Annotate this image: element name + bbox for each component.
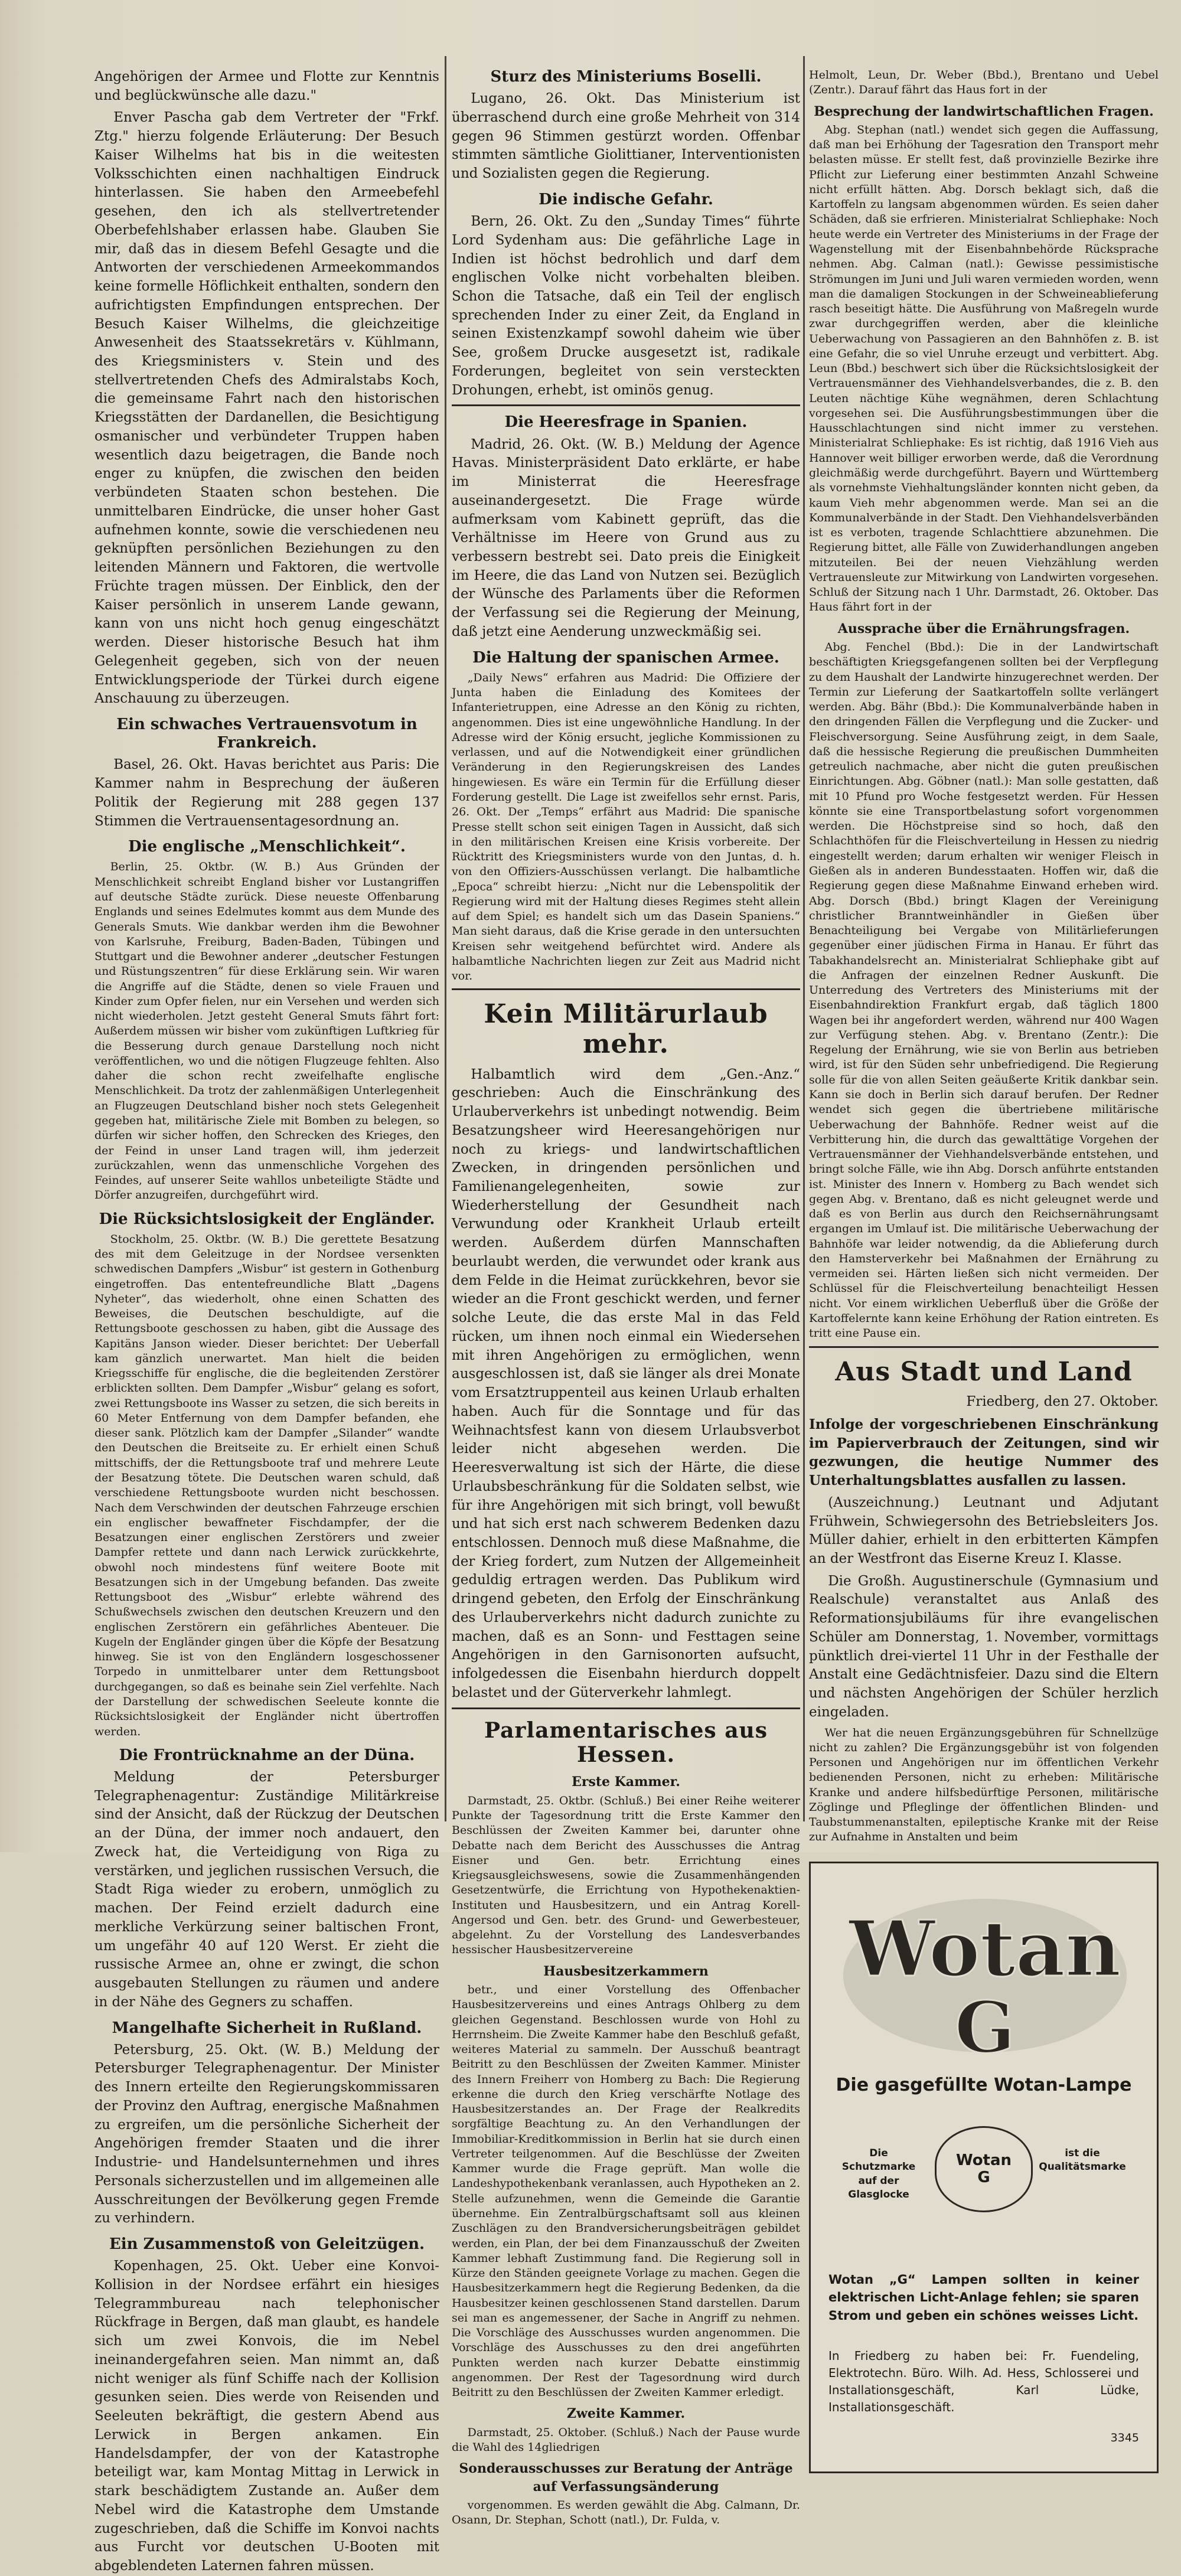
article-top: Helmolt, Leun, Dr. Weber (Bbd.), Brentano und Uebel (Zentr.). Darauf fährt das Haus fort in der: [809, 68, 1159, 97]
subhead-erste-kammer: Erste Kammer.: [572, 1774, 680, 1790]
headline-boselli: Sturz des Ministeriums Boselli.: [490, 68, 762, 86]
column-3: [809, 68, 1159, 2444]
trademark-wotan: Wotan: [955, 2151, 1012, 2170]
article-landwirtschaft: Abg. Stephan (natl.) wendet sich gegen die Auffassung, daß man bei Erhöhung der Tagesration den Transport mehr belasten müsse. Er stellt fest, daß provinzielle Bezirke ihre Pflicht zur Lieferung einer bestimmten Anzahl Schweine nicht erfüllt hätten. Abg. Dorsch beklagt sich, daß die Kartoffeln zu langsam abgenommen würden. Es seien daher Schäden, daß sie erfrieren. Ministerialrat Schliephake: Noch heute werde ein Vertreter des Ministeriums in der Frage der Wagenstellung mit der Eisenbahnbehörde Rücksprache nehmen. Abg. Calman (natl.): Gewisse pessimistische Strömungen im Juni und Juli waren vermieden worden, wenn man die damaligen Stockungen in der Schweineablieferung rasch beseitigt hätte. Die Ausführung von Maßregeln wurde zwar durchgegriffen werden, aber die kleinliche Ueberwachung von Passagieren an den Bahnhöfen z. B. ist eine Gefahr, die so viel Unruhe erzeugt und verbittert. Abg. Leun (Bbd.) beschwert sich über die Rücksichtslosigkeit der Vertrauensmänner des Viehhandelsverbandes, die z. B. den Leuten nächtige Kühe wegnähmen, deren Schlachtung vorgesehen sei. Die Ausführungsbestimmungen über die Hausschlachtungen sind nicht immer zu verstehen. Ministerialrat Schliephake: Es ist richtig, daß 1916 Vieh aus Hannover weit billiger erworben werde, daß die Verordnung gleichmäßig werde durchgeführt. Bayern und Württemberg als vornehmste Viehhaltungsländer konnten nicht geben, da kaum Vieh mehr abgenommen werde. Man sei an die Kommunalverbände in der Stadt. Den Viehhandelsverbänden ist es verboten, tragende Schlachttiere abzunehmen. Die Regierung bittet, alle Fälle von Zuwiderhandlungen angeben mitzuteilen. Bei der neuen Viehzählung werden Vertrauensleute zur Mitwirkung von Landwirten vorgesehen. Schluß der Sitzung nach 1 Uhr. Darmstadt, 26. Oktober. Das Haus fährt fort in der: [809, 123, 1159, 614]
headline-stadt-und-land: Aus Stadt und Land: [835, 1356, 1133, 1387]
subhead-hausbesitzerkammern: Hausbesitzerkammern: [543, 1963, 709, 1979]
headline-geleitzuege: Ein Zusammenstoß von Geleitzügen.: [109, 2235, 425, 2254]
article-zweite-kammer: Darmstadt, 25. Oktober. (Schluß.) Nach der Pause wurde die Wahl des 14gliedrigen: [452, 2425, 800, 2454]
headline-russland: Mangelhafte Sicherheit in Rußland.: [112, 2019, 422, 2037]
article-militaerurlaub: Halbamtlich wird dem „Gen.-Anz.“ geschrieben: Auch die Einschränkung des Urlauberverkehrs ist unbedingt notwendig. Beim Besatzungsheer wird Heeresangehörigen nur noch zu kriegs- und landwirtschaftlichen Zwecken, in dringenden persönlichen und Familienangelegenheiten, sowie zur Wiederherstellung der Gesundheit nach Verwundung oder Krankheit Urlaub erteilt werden. Außerdem dürfen Mannschaften beurlaubt werden, die verwundet oder krank aus dem Felde in die Heimat zurückkehren, bevor sie wieder an die Front geschickt werden, und ferner solche Leute, die das erste Mal in das Feld rücken, um ihnen noch einmal ein Wiedersehen mit ihren Angehörigen zu ermöglichen, wenn ausgeschlossen ist, daß sie länger als drei Monate vom Ersatztruppenteil aus keinen Urlaub erhalten haben. Auch für die Sonntage und für das Weihnachtsfest kann von diesem Urlaubsverbot leider nicht abgesehen werden. Die Heeresverwaltung ist sich der Härte, die diese Urlaubsbeschränkung für die Soldaten selbst, wie für ihre Angehörigen mit sich bringt, voll bewußt und hat sich erst nach schwerem Bedenken dazu entschlossen. Dennoch muß diese Maßnahme, die der Krieg fordert, zum Nutzen der Allgemeinheit geduldig ertragen werden. Das Publikum wird dringend gebeten, den Erfolg der Einschränkung des Urlauberverkehrs nicht dadurch zunichte zu machen, daß es an Sonn- und Festtagen seine Angehörigen in den Garnisonorten aufsucht, infolgedessen die Eisenbahn hierdurch doppelt belastet und der Güterverkehr lahmlegt.: [452, 1066, 800, 1700]
article-intro: Angehörigen der Armee und Flotte zur Kenntnis und beglückwünsche alle dazu.": [94, 69, 439, 103]
dateline-friedberg: Friedberg, den 27. Oktober.: [966, 1394, 1159, 1410]
trademark-right-text: ist die Qualitätsmarke: [1039, 2147, 1126, 2173]
article-ernaehrung: Abg. Fenchel (Bbd.): Die in der Landwirtschaft beschäftigten Kriegsgefangenen sollten bei der Verpflegung zu dem Haushalt der Landwirte hinzugerechnet werden. Der Termin zur Lieferung der Saatkartoffeln sollte verlängert werden. Abg. Bähr (Bbd.): Die Kommunalverbände haben in den dringenden Fällen die Verpflegung und die Zucker- und Fleischversorgung. Seine Ausführung zeigt, in dem Saale, daß die hessische Regierung die preußischen Dummheiten getreulich nachmache, aber nicht die guten preußischen Einrichtungen. Abg. Göbner (natl.): Man solle gestatten, daß mit 10 Pfund pro Woche festgesetzt werden. Für Hessen könnte sie eine Transportbelastung sofort vorgenommen werden. Die Höchstpreise sind so hoch, daß den Schlachthöfen für die Fleischverteilung in Hessen zu niedrig eingestellt werden; darum erhalten wir weniger Fleisch in Gießen als in anderen Bundesstaaten. Hoffen wir, daß die Regierung gegen diese Maßnahme Einwand erheben wird. Abg. Dorsch (Bbd.) bringt Klagen der Vereinigung christlicher Branntweinhändler in Gießen über Benachteiligung bei Vergabe von Militärlieferungen gegenüber einer jüdischen Firma in Hanau. Er führt das Tabakhandelsrecht an. Ministerialrat Schliephake gibt auf die Anfragen der einzelnen Redner Auskunft. Die Unterredung des Vertreters des Ministeriums mit der Eisenbahndirektion Frankfurt ergab, daß täglich 1800 Wagen bei ihr angefordert werden, während nur 400 Wagen zur Verfügung stehen. Abg. v. Brentano (Zentr.): Die Regelung der Ernährung, wie sie von Berlin aus betrieben wird, ist für den Süden sehr unbefriedigend. Die Regierung solle für die von allen Seiten geäußerte Kritik dankbar sein. Kann sie doch in Berlin sich darauf berufen. Der Redner wendet sich gegen die übertriebene militärische Ueberwachung der Bahnhöfe. Redner weist auf die Verbitterung hin, die durch das gewalttätige Vorgehen der Vertrauensmänner der Viehhandelsverbände entstehen, und bringt solche Fälle, wie ihn Abg. Dorsch anführte entstanden ist. Minister des Innern v. Homberg zu Bach wendet sich gegen Abg. v. Brentano, daß es nicht geleugnet werde und daß es von Berlin aus durch den Reichsernährungsamt ergangen im Umlauf ist. Die militärische Ueberwachung der Bahnhöfe war leider notwendig, da die Ablieferung durch den Hamsterverkehr bei Maßnahmen der Ernährung zu vermeiden sei. Härten ließen sich nicht vermeiden. Der Schlüssel für die Fleischverteilung benachteiligt Hessen nicht. Vor einem wirklichen Ueberfluß über die Größe der Kartoffelernte kann keine Erhöhung der Ration eintreten. Es tritt eine Pause ein.: [809, 641, 1159, 1340]
headline-ruecksichtslosigkeit: Die Rücksichtslosigkeit der Engländer.: [99, 1210, 435, 1228]
divider: [452, 404, 800, 406]
divider: [452, 988, 800, 990]
article-spanien: Madrid, 26. Okt. (W. B.) Meldung der Agence Havas. Ministerpräsident Dato erklärte, er habe im Ministerrat die Heeresfrage auseinandergesetzt. Die Frage würde aufmerksam vom Kabinett geprüft, das die Verhältnisse im Heere von Grund aus zu verbessern bestrebt sei. Dato preis die Einigkeit im Heere, die das Land von Nutzen sei. Bezüglich der Wünsche des Parlaments über die Reformen der Verfassung sei die Regierung der Meinung, daß jetzt eine Aenderung unzweckmäßig sei.: [452, 436, 800, 639]
article-duena: Meldung der Petersburger Telegraphenagentur: Zuständige Militärkreise sind der Ansicht, daß der Rückzug der Deutschen an der Düna, der immer noch andauert, den Zweck hat, die Verteidigung von Riga zu verstärken, und jeglichen russischen Versuch, die Stadt Riga wieder zu erobern, unmöglich zu machen. Der Feind erzielt dadurch eine merkliche Verkürzung seiner baltischen Front, um ungefähr 40 auf 120 Werst. Er zieht die russische Armee an, ohne er zwingt, die schon ausgebauten Stellungen zu räumen und andere in der Nähe des Gegners zu schaffen.: [94, 1769, 439, 2010]
article-geleitzuege: Kopenhagen, 25. Okt. Ueber eine Konvoi-Kollision in der Nordsee erfährt ein hiesiges Telegrammbureau nach telephonischer Rückfrage in Bergen, daß man glaubt, es handele sich um zwei Konvois, die im Nebel ineinandergefahren seien. Man nimmt an, daß nicht weniger als fünf Schiffe nach der Kollision gesunken seien. Dies werde von Reisenden und Seeleuten bekräftigt, die gestern Abend aus Lerwick in Bergen ankamen. Ein Handelsdampfer, der von der Katastrophe beteiligt war, kam Montag Mittag in Lerwick in stark beschädigtem Zustande an. Außer dem Nebel wird die Katastrophe dem Umstande zugeschrieben, daß die Schiffe im Konvoi nachts aus Furcht vor deutschen U-Booten mit abgeblendeten Laternen fahren müssen.: [94, 2258, 439, 2574]
headline-armee: Die Haltung der spanischen Armee.: [472, 648, 779, 667]
divider: [809, 1346, 1159, 1348]
ad-number: 3345: [1110, 2431, 1139, 2444]
column-rule-1: [445, 56, 446, 1821]
trademark-g: G: [977, 2168, 990, 2186]
logo-g-text: G: [954, 1986, 1016, 2069]
headline-spanien: Die Heeresfrage in Spanien.: [504, 413, 748, 432]
headline-hessen: Parlamentarisches aus Hessen.: [484, 1718, 768, 1767]
article-russland: Petersburg, 25. Okt. (W. B.) Meldung der Petersburger Telegraphenagentur. Der Minister des Innern erteilte den Regierungskommissaren der Provinz den Auftrag, energische Maßnahmen zu ergreifen, um die persönliche Sicherheit der Angehörigen fremder Staaten und die ihrer Industrie- und Handelsunternehmen und ihres Personals sicherzustellen und im allgemeinen alle Ausschreitungen der Bevölkerung gegen Fremde zu verhindern.: [94, 2042, 439, 2226]
article-sonderausschuss: vorgenommen. Es werden gewählt die Abg. Calmann, Dr. Osann, Dr. Stephan, Schott (natl.), Dr. Fulda, v.: [452, 2499, 800, 2527]
headline-militaerurlaub: Kein Militärurlaub mehr.: [484, 999, 768, 1060]
article-augustinerschule: Die Großh. Augustinerschule (Gymnasium und Realschule) veranstaltet aus Anlaß des Reformationsjubiläums für ihre evangelischen Schüler am Donnerstag, 1. November, vormittags pünktlich drei-viertel 11 Uhr in der Festhalle der Anstalt eine Gedächtnisfeier. Dazu sind die Eltern und nächsten Angehörigen der Schüler herzlich eingeladen.: [809, 1573, 1159, 1720]
logo-wotan-text: Wotan: [849, 1903, 1121, 1994]
trademark-left-text: Die Schutzmarke auf der Glasglocke: [841, 2147, 916, 2201]
wotan-lamp-logo: [834, 1887, 1136, 2069]
article-hausbesitzerkammern: betr., und einer Vorstellung des Offenbacher Hausbesitzervereins und eines Antrags Ohlberg zu dem gleichen Gegenstand. Beschlossen wurde von Hohl zu Herrnsheim. Die Zweite Kammer habe den Beschluß gefaßt, weiteres Material zu sammeln. Der Ausschuß beantragt Beitritt zu den Beschlüssen der Zweiten Kammer. Minister des Innern Freiherr von Homberg zu Bach: Die Regierung erkenne die durch den Krieg verschärfte Notlage des Hausbesitzerstandes an. Der Frage der Realkredits sorgfältige Beachtung zu. An den Verhandlungen der Immobiliar-Kreditkommission in Berlin hat sie durch einen Vertreter teilgenommen. Auf die Beschlüsse der Zweiten Kammer wurde die Frage geprüft. Man wolle die Landeshypothekenbank veranlassen, auch Hypotheken an 2. Stelle aufzunehmen, wenn die Gemeinde die Garantie übernehme. Ein Zentralbürgschaftsamt soll aus kleinen Zuschlägen zu den Brandversicherungsbeiträgen gebildet werden, ein Plan, der bei dem Finanzausschuß der Zweiten Kammer lebhaft Zustimmung fand. Die Regierung soll in Kürze den Ständen geeignete Vorlage zu machen. Gegen die Hausbesitzerkammern hegt die Regierung Bedenken, da die Hausbesitzer keinen geschlossenen Stand darstellen. Darum sei man es angemessener, der Sache in Angriff zu nehmen. Die Vorschläge des Ausschusses wurden angenommen. Die Vorschläge des Ausschusses zu den drei angeführten Punkten werden nach kurzer Debatte einstimmig angenommen. Der Rest der Tagesordnung wird durch Beitritt zu den Beschlüssen der Zweiten Kammer erledigt.: [452, 1983, 800, 2399]
ad-main-text: Wotan „G“ Lampen sollten in keiner elektrischen Licht-Anlage fehlen; sie sparen Strom und geben ein schönes weisses Licht.: [828, 2272, 1139, 2323]
ad-tagline: Die gasgefüllte Wotan-Lampe: [836, 2074, 1132, 2095]
subhead-sonderausschuss: Sonderausschusses zur Beratung der Anträge auf Verfassungsänderung: [459, 2461, 793, 2495]
article-armee: „Daily News“ erfahren aus Madrid: Die Offiziere der Junta haben die Einladung des Komitees der Infanterietruppen, eine Adresse an den König zu richten, angenommen. Dies ist eine ungewöhnliche Handlung. In der Adresse wird der König ersucht, jegliche Kommissionen zu verlassen, und auf die Notwendigkeit einer gründlichen Veränderung in den Regierungskreisen des Landes hingewiesen. Es wäre ein Termin für die Erfüllung dieser Forderung gestellt. Die Lage ist zweifellos sehr ernst. Paris, 26. Okt. Der „Temps“ erfährt aus Madrid: Die spanische Presse stellt schon seit einigen Tagen in Aussicht, daß sich in den militärischen Kreisen eine Krisis vorbereite. Der Rücktritt des Kriegsministers wurde von den Juntas, d. h. von den Offiziers-Ausschüssen verlangt. Die halbamtliche „Epoca“ schreibt hierzu: „Nicht nur die Lebenspolitik der Regierung wird mit der Haltung dieses Regimes steht allein auf dem Spiel; es handelt sich um das Dasein Spaniens.“ Man sieht daraus, daß die Krise gerade in den untersuchten Kreisen sehr weitgehend befürchtet wird. Andere als halbamtliche Nachrichten liegen zur Zeit aus Madrid nicht vor.: [452, 671, 800, 983]
headline-indien: Die indische Gefahr.: [539, 190, 713, 208]
subhead-zweite-kammer: Zweite Kammer.: [566, 2406, 686, 2422]
notice-unterhaltungsblatt: Infolge der vorgeschriebenen Einschränkung im Papierverbrauch der Zeitungen, sind wir gezwungen, die heutige Nummer des Unterhaltungsblattes ausfallen zu lassen.: [809, 1416, 1159, 1489]
article-erste-kammer: Darmstadt, 25. Oktbr. (Schluß.) Bei einer Reihe weiterer Punkte der Tagesordnung tritt die Erste Kammer den Beschlüssen der Zweiten Kammer bei, darunter ohne Debatte nach dem Bericht des Ausschusses die Antrag Eisner und Gen. betr. Errichtung eines Kriegsausgleichswesens, sowie die Zusammenhängenden Gesetzentwürfe, die Errichtung von Hypothekenaktien-Instituten und Hausbesitzern, und ein Antrag Korell-Angersod und Gen. betr. des Grund- und Gewerbesteuer, abgelehnt. Zu der Vorstellung des Landesverbandes hessischer Hausbesitzervereine: [452, 1794, 800, 1957]
article-auszeichnung: (Auszeichnung.) Leutnant und Adjutant Frühwein, Schwiegersohn des Betriebsleiters Jos. Müller dahier, erhielt in den erbitterten Kämpfen an der Westfront das Eiserne Kreuz I. Klasse.: [809, 1494, 1159, 1566]
trademark-block: [834, 2123, 1130, 2224]
ad-dealer-text: In Friedberg zu haben bei: Fr. Fuendeling, Elektrotechn. Büro. Wilh. Ad. Hess, Schlosserei und Installationsgeschäft, Karl Lüdke, Installationsgeschäft.: [828, 2348, 1139, 2414]
trademark-emblem: [935, 2126, 1033, 2212]
subhead-landwirtschaft: Besprechung der landwirtschaftlichen Fragen.: [814, 103, 1154, 119]
article-stockholm: Stockholm, 25. Oktbr. (W. B.) Die gerettete Besatzung des mit dem Geleitzuge in der Nordsee versenkten schwedischen Dampfers „Wisbur“ ist gestern in Gothenburg eingetroffen. Das ententefreundliche Blatt „Dagens Nyheter“, das wiederholt, ohne einen Schatten des Beweises, die Deutschen beschuldigte, auf die Rettungsboote geschossen zu haben, gibt die Aussage des Kapitäns Janson wieder. Dieser berichtet: Der Ueberfall kam gänzlich unerwartet. Man hielt die beiden Kriegsschiffe für englische, die die begleitenden Zerstörer erblickten sollten. Dem Dampfer „Wisbur“ gelang es sofort, zwei Rettungsboote ins Wasser zu setzen, die sich bereits in 60 Meter Entfernung von dem Dampfer befanden, ehe dieser sank. Plötzlich kam der Dampfer „Silander“ wandte den Deutschen die Breitseite zu. Er erhielt einen Schuß mittschiffs, der die Rettungsboote traf und mehrere Leute der Besatzung tötete. Die Deutschen waren schuld, daß verschiedene Rettungsboote wurden nicht beschossen. Nach dem Verschwinden der deutschen Fahrzeuge erschien ein englischer bewaffneter Fischdampfer, der die Besatzungen einer englischen Zerstörers und zweier Dampfer rettete und dann nach Lerwick zurückkehrte, obwohl noch mindestens fünf weitere Boote mit Besatzungen sich in der Umgebung befanden. Das zweite Rettungsboot des „Wisbur“ erlebte während des Schußwechsels zwischen den deutschen Kreuzern und den englischen Zerstörern ein gefährliches Abenteuer. Die Kugeln der Engländer gingen über die Köpfe der Besatzung hinweg. Sie ist von den Engländern losgeschossener Torpedo in unmittelbarer unter dem Rettungsboot durchgegangen, so daß es beinahe sein Ziel verfehlte. Nach der Darstellung der schwedischen Seeleute konnte die Rücksichtslosigkeit der Engländer nicht übertroffen werden.: [94, 1232, 439, 1738]
article-berlin: Berlin, 25. Oktbr. (W. B.) Aus Gründen der Menschlichkeit schreibt England bisher vor Lustangriffen auf deutsche Städte zurück. Diese neueste Offenbarung Englands und seines Edelmutes kommt aus dem Munde des Generals Smuts. Wie dankbar werden ihm die Bewohner von Karlsruhe, Freiburg, Baden-Baden, Tübingen und Stuttgart und die Bewohner anderer „deutscher Festungen und Rüstungszentren“ für diese Erklärung sein. Wir waren die Angriffe auf die Städte, denen so viele Frauen und Kinder zum Opfer fielen, nur ein Versehen und werden sich nicht wiederholen. Jetzt gesteht General Smuts fährt fort: Außerdem müssen wir bisher vom zukünftigen Luftkrieg für die Besserung durch genaue Darstellung noch nicht veröffentlichen, wo und die nötigen Flugzeuge fehlten. Also daher die schon recht zweifelhafte englische Menschlichkeit. Da trotz der zahlenmäßigen Unterlegenheit an Flugzeugen Deutschland bisher noch stets Gelegenheit gegeben hat, militärische Ziele mit Bomben zu belegen, so dürfen wir sicher hoffen, den Schrecken des Krieges, den der Feind in unser Land tragen will, ihm jederzeit zurückzahlen, wenn das unmenschliche Vorgehen des Feindes, auf unserer Seite wahllos unbeteiligte Städte und Dörfer anzugreifen, durchgeführt wird.: [94, 860, 439, 1202]
article-boselli: Lugano, 26. Okt. Das Ministerium ist überraschend durch eine große Mehrheit von 314 gegen 96 Stimmen gestürzt worden. Offenbar stimmten sämtliche Giolittianer, Interventionisten und Sozialisten gegen die Regierung.: [452, 91, 800, 182]
headline-menschlichkeit: Die englische „Menschlichkeit“.: [128, 838, 406, 856]
divider: [452, 1707, 800, 1709]
column-1: [94, 68, 439, 2574]
column-rule-2: [803, 56, 805, 1821]
wotan-advertisement: [809, 1862, 1159, 2473]
headline-frankreich: Ein schwaches Vertrauensvotum in Frankreich.: [116, 715, 417, 752]
article-ergaenzungsgebuehr: Wer hat die neuen Ergänzungsgebühren für Schnellzüge nicht zu zahlen? Die Ergänzungsgebühr ist von folgenden Personen und Angehörigen nur im öffentlichen Verkehr bedienenden Personen, nicht zu erheben: Militärische Kranke und andere hilfsbedürftige Personen, militärische Zöglinge und Pfleglinge der öffentlichen Blinden- und Taubstummenanstalten, epileptische Kranke mit der Reise zur Aufnahme in Anstalten und beim: [809, 1726, 1159, 1844]
column-2: [452, 68, 800, 2527]
article-enver: Enver Pascha gab dem Vertreter der "Frkf. Ztg." hierzu folgende Erläuterung: Der Besuch Kaiser Wilhelms hat bis in die weitesten Volksschichten einen nachhaltigen Eindruck hinterlassen. Sie haben den Armeebefehl gesehen, den ich als stellvertretender Oberbefehlshaber erlassen habe. Glauben Sie mir, daß das in diesem Befehl Gesagte und die Antworten der verschiedenen Armeekommandos keine formelle Höflichkeit enthalten, sondern den aufrichtigsten Empfindungen entsprechen. Der Besuch Kaiser Wilhelms, die gleichzeitige Anwesenheit des Staatssekretärs v. Kühlmann, des Kriegsministers v. Stein und des stellvertretenden Chefs des Admiralstabs Koch, die gemeinsame Fahrt nach den historischen Kriegsstätten der Dardanellen, die Besichtigung osmanischer und verbündeter Truppen haben wesentlich dazu beigetragen, die Bande noch enger zu knüpfen, die zwischen den beiden verbündeten Staaten schon bestehen. Die unmittelbaren Eindrücke, die unser hoher Gast aufnehmen konnte, sowie die verschiedenen neu geknüpften persönlichen Beziehungen zu den leitenden Männern und Faktoren, die wertvolle Früchte tragen müssen. Der Einblick, den der Kaiser persönlich in unserem Lande gewann, kann von uns nicht hoch genug eingeschätzt werden. Dieser historische Besuch hat ihm Gelegenheit gegeben, sich von der neuen Entwicklungsperiode der Türkei durch eigene Anschauung zu überzeugen.: [94, 110, 439, 707]
article-basel: Basel, 26. Okt. Havas berichtet aus Paris: Die Kammer nahm in Besprechung der äußeren Politik der Regierung mit 288 gegen 137 Stimmen die Vertrauensentagesordnung an.: [94, 757, 439, 829]
article-indien: Bern, 26. Okt. Zu den „Sunday Times“ führte Lord Sydenham aus: Die gefährliche Lage in Indien ist höchst bedrohlich und darf dem englischen Volke nicht vorbehalten bleiben. Schon die Tatsache, daß ein Teil der englisch sprechenden Inder zu einer Zeit, da England in seinen Existenzkampf sowohl daheim wie über See, großem Drucke ausgesetzt ist, radikale Forderungen, begleitet von sein versteckten Drohungen, erhebt, ist ominös genug.: [452, 214, 800, 398]
headline-duena: Die Frontrücknahme an der Düna.: [119, 1746, 415, 1764]
subhead-ernaehrung: Aussprache über die Ernährungsfragen.: [837, 621, 1130, 636]
